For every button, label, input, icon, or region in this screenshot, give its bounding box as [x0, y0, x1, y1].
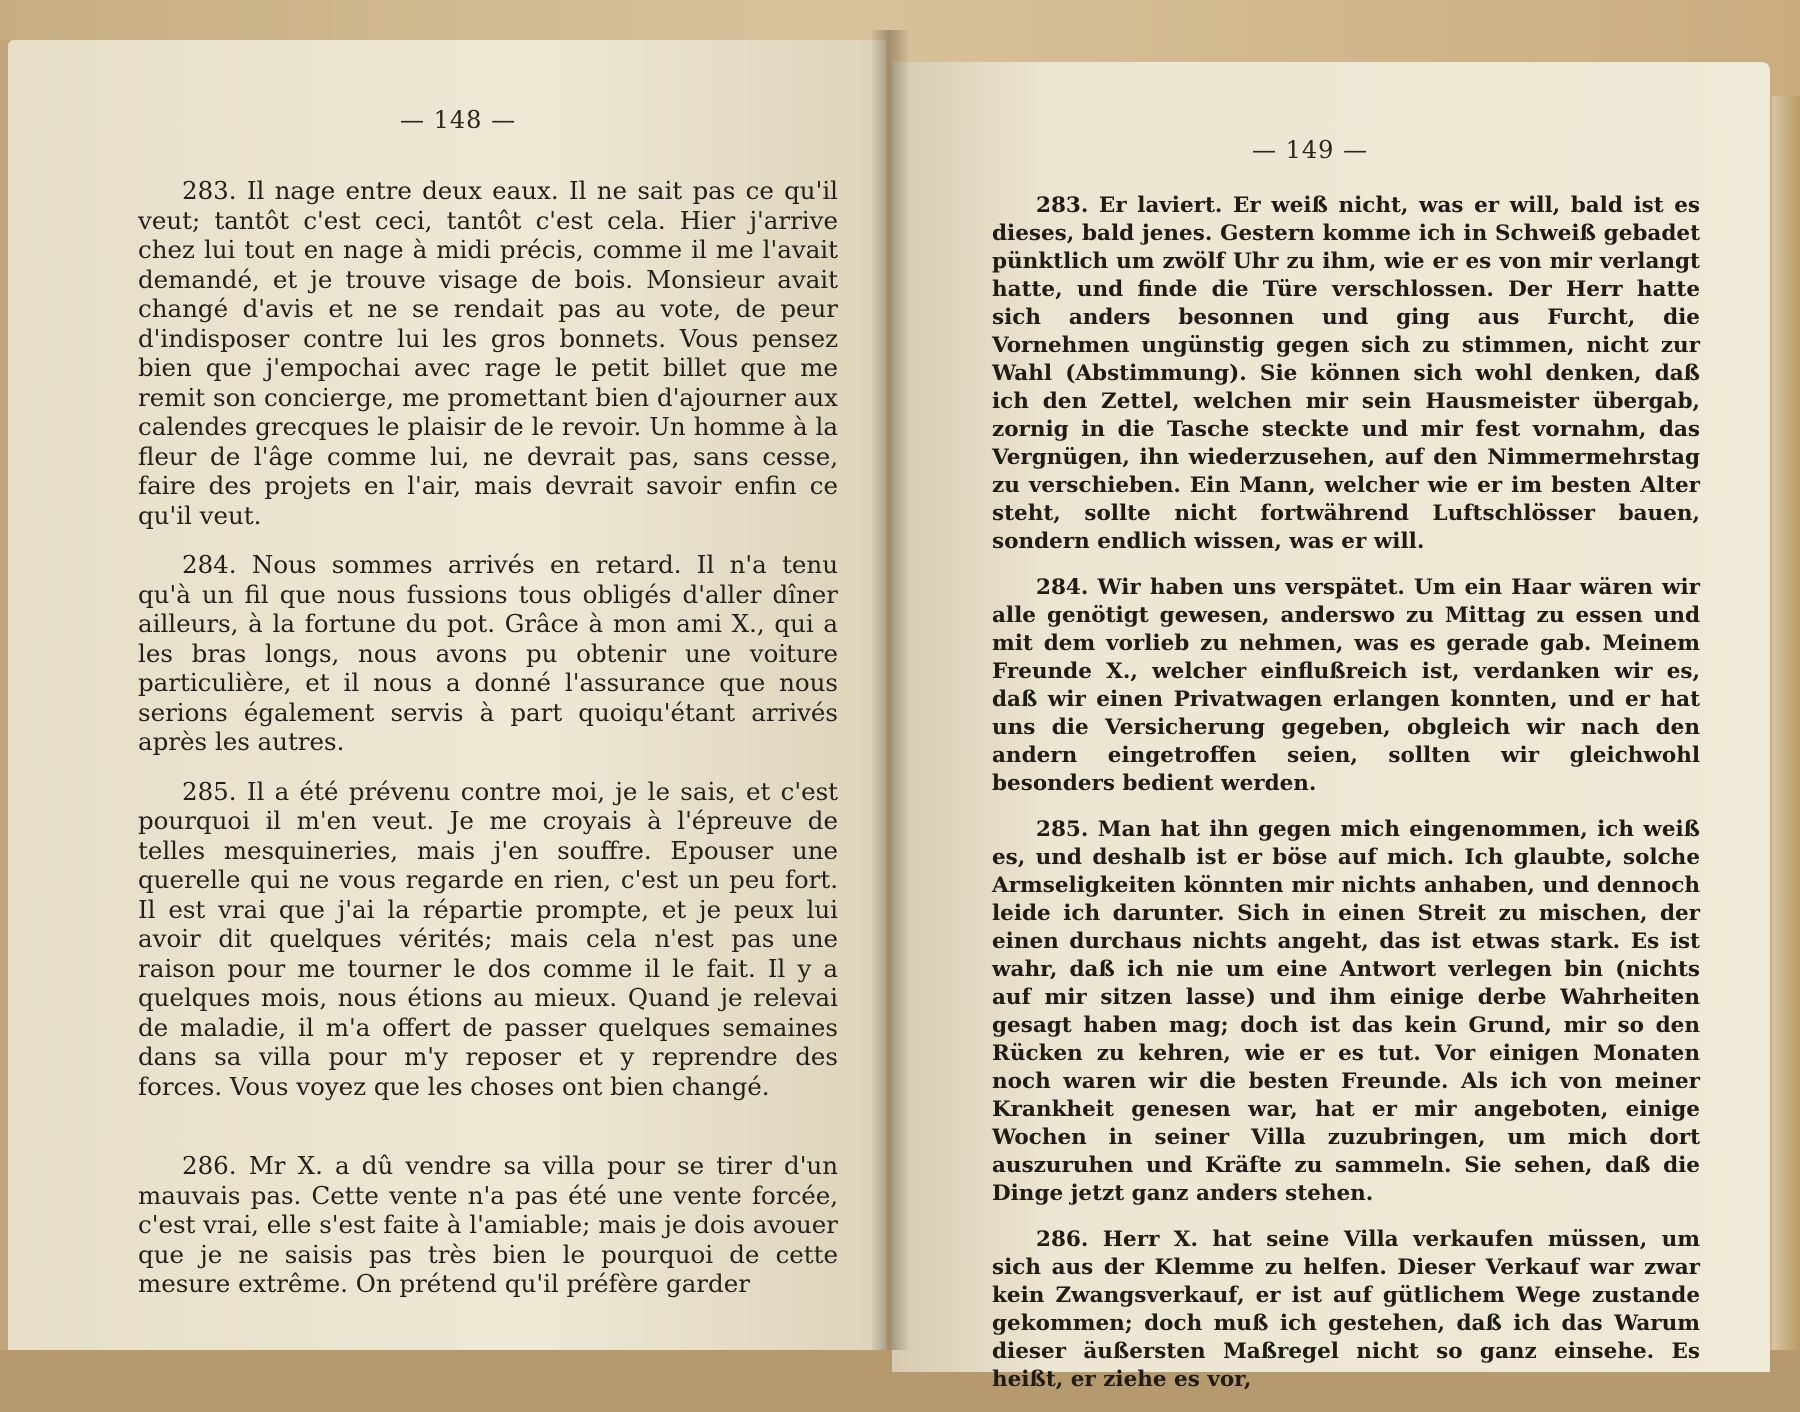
left-paragraph-286: 286. Mr X. a dû vendre sa villa pour se tirer d'un mauvais pas. Cette vente n'a pas été une vente forcée, c'est vrai, elle s'est faite à l'amiable; mais je dois avouer que je ne saisis pas très bien le pourquoi de cette mesure extrême. On prétend qu'il préfère garder: [138, 1151, 838, 1298]
right-paragraph-286: 286. Herr X. hat seine Villa verkaufen müssen, um sich aus der Klemme zu helfen. Dieser Verkauf war zwar kein Zwangsverkauf, er ist auf gütlichem Wege zustande gekommen; doch muß ich gestehen, daß ich das Warum dieser äußersten Maßregel nicht so ganz einsehe. Es heißt, er ziehe es vor,: [992, 1227, 1700, 1392]
left-paragraph-285: 285. Il a été prévenu contre moi, je le sais, et c'est pourquoi il m'en veut. Je me croyais à l'épreuve de telles mesquineries, mais j'en souffre. Epouser une querelle qui ne vous regarde en rien, c'est un peu fort. Il est vrai que j'ai la répartie prompte, et je peux lui avoir dit quelques vérités; mais cela n'est pas une raison pour me tourner le dos comme il le fait. Il y a quelques mois, nous étions au mieux. Quand je relevai de maladie, il m'a offert de passer quelques semaines dans sa villa pour m'y reposer et y reprendre des forces. Vous voyez que les choses ont bien changé.: [138, 776, 838, 1101]
right-paragraph-283: 283. Er laviert. Er weiß nicht, was er will, bald ist es dieses, bald jenes. Gestern komme ich in Schweiß gebadet pünktlich um zwölf Uhr zu ihm, wie er es von mir verlangt hatte, und finde die Türe verschlossen. Der Herr hatte sich anders besonnen und ging aus Furcht, die Vornehmen ungünstig gegen sich zu stimmen, nicht zur Wahl (Abstimmung). Sie können sich wohl denken, daß ich den Zettel, welchen mir sein Hausmeister übergab, zornig in die Tasche steckte und mir fest vornahm, das Vergnügen, ihn wiederzusehen, auf den Nimmermehrstag zu verschieben. Ein Mann, welcher wie er im besten Alter steht, sollte nicht fortwährend Luftschlösser bauen, sondern endlich wissen, was er will.: [992, 193, 1700, 554]
left-page-number: — 148 —: [400, 106, 517, 134]
book-cover-edge-right: [1772, 96, 1800, 1350]
left-page-text: [138, 176, 838, 1319]
left-page: [8, 40, 886, 1350]
right-page-number: — 149 —: [1252, 136, 1369, 164]
left-paragraph-284: 284. Nous sommes arrivés en retard. Il n'a tenu qu'à un fil que nous fussions tous obligés d'aller dîner ailleurs, à la fortune du pot. Grâce à mon ami X., qui a les bras longs, nous avons pu obtenir une voiture particulière, et il nous a donné l'assurance que nous serions également servis à part quoiqu'étant arrivés après les autres.: [138, 550, 838, 756]
left-paragraph-283: 283. Il nage entre deux eaux. Il ne sait pas ce qu'il veut; tantôt c'est ceci, tantôt c'est cela. Hier j'arrive chez lui tout en nage à midi précis, comme il me l'avait demandé, et je trouve visage de bois. Monsieur avait changé d'avis et ne se rendait pas au vote, de peur d'indisposer contre lui les gros bonnets. Vous pensez bien que j'empochai avec rage le petit billet que me remit son concierge, me promettant bien d'ajourner aux calendes grecques le plaisir de le revoir. Un homme à la fleur de l'âge comme lui, ne devrait pas, sans cesse, faire des projets en l'air, mais devrait savoir enfin ce qu'il veut.: [138, 176, 838, 530]
right-page: [892, 62, 1770, 1392]
right-page-text: [992, 192, 1700, 1412]
book-gutter: [872, 30, 908, 1350]
right-paragraph-285: 285. Man hat ihn gegen mich eingenommen, ich weiß es, und deshalb ist er böse auf mich. Ich glaubte, solche Armseligkeiten könnten mir nichts anhaben, und dennoch leide ich darunter. Sich in einen Streit zu mischen, der einen durchaus nichts angeht, das ist etwas stark. Es ist wahr, daß ich nie um eine Antwort verlegen bin (nichts auf mir sitzen lasse) und ihm einige derbe Wahrheiten gesagt haben mag; doch ist das kein Grund, mir so den Rücken zu kehren, wie er es tut. Vor einigen Monaten noch waren wir die besten Freunde. Als ich von meiner Krankheit genesen war, hat er mir angeboten, einige Wochen in seiner Villa zuzubringen, um mich dort auszuruhen und Kräfte zu sammeln. Sie sehen, daß die Dinge jetzt ganz anders stehen.: [992, 817, 1700, 1206]
right-paragraph-284: 284. Wir haben uns verspätet. Um ein Haar wären wir alle genötigt gewesen, anderswo zu Mittag zu essen und mit dem vorlieb zu nehmen, was es gerade gab. Meinem Freunde X., welcher einflußreich ist, verdanken wir es, daß wir einen Privatwagen erlangen konnten, und er hat uns die Versicherung gegeben, obgleich wir nach den andern eingetroffen seien, sollten wir gleichwohl besonders bedient werden.: [992, 575, 1700, 796]
